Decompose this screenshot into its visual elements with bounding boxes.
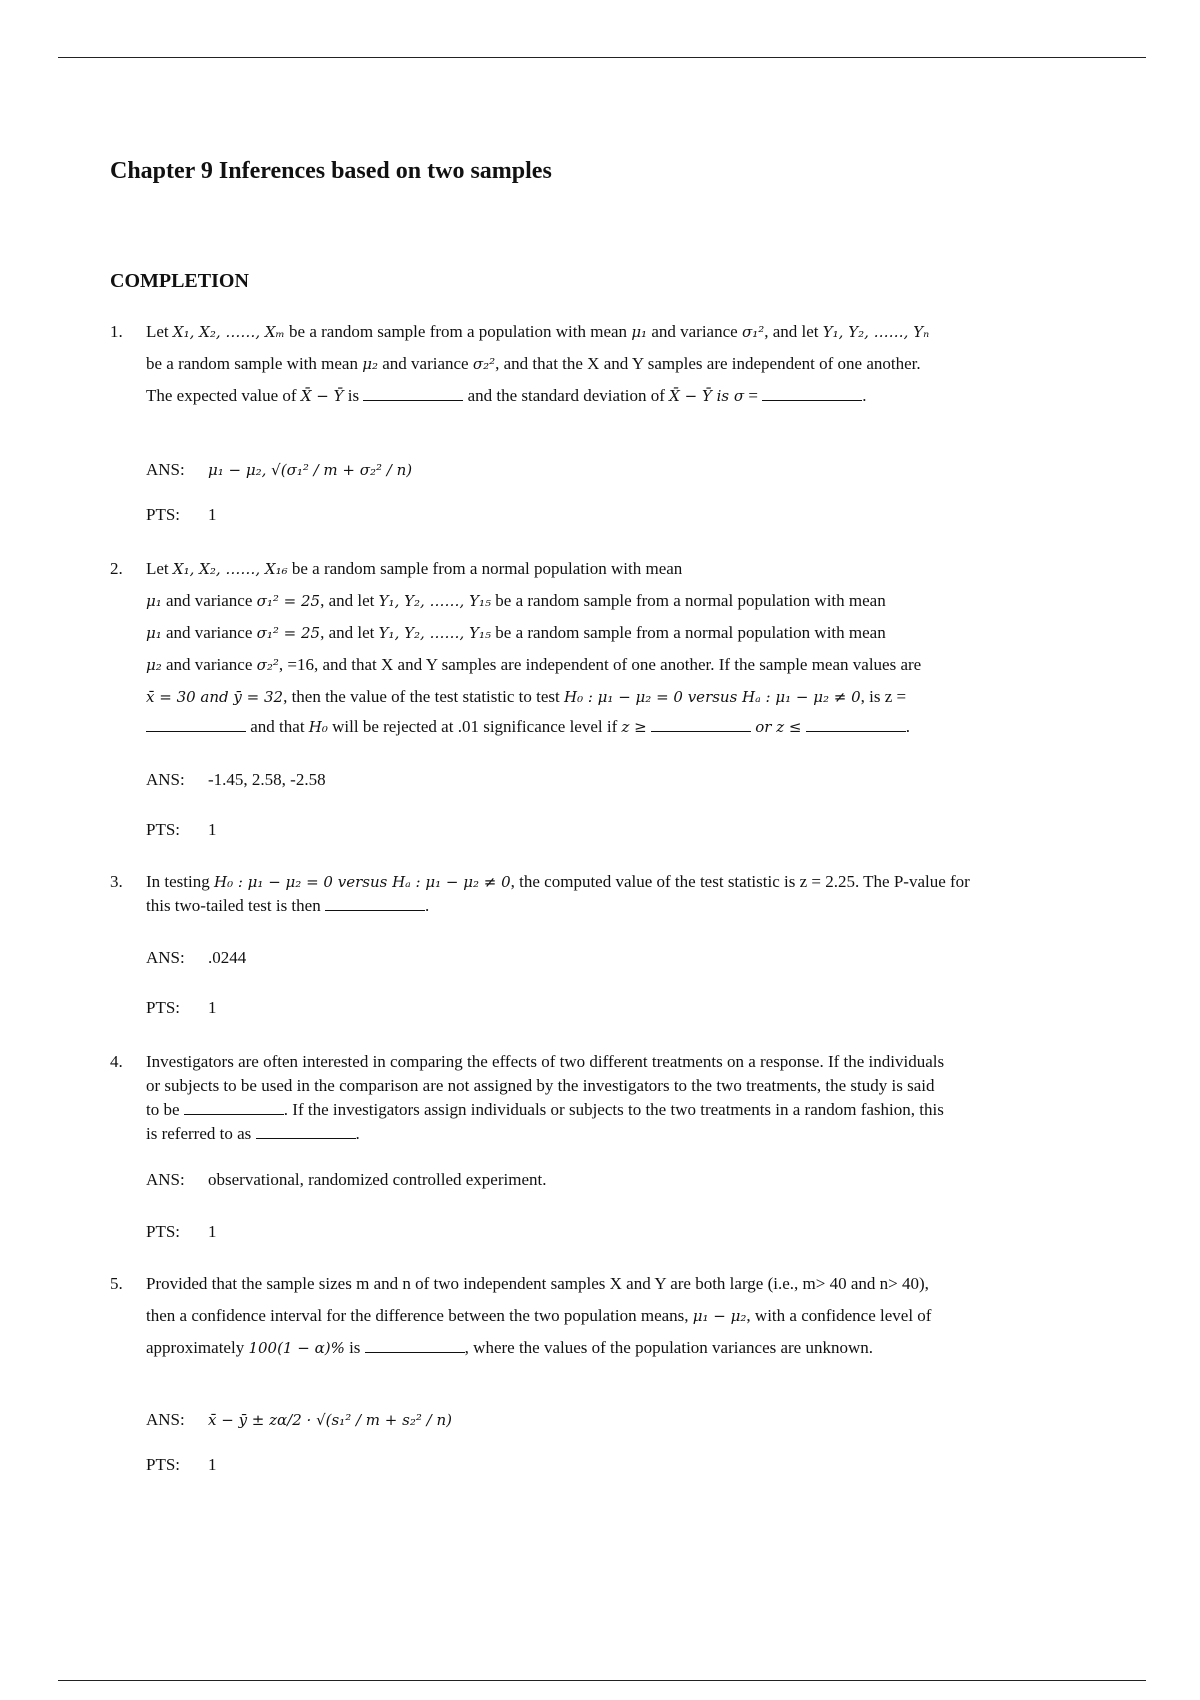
points-row <box>146 820 217 840</box>
answer-row <box>146 948 246 968</box>
points-value: 1 <box>208 1222 217 1241</box>
math-expression: x̄ = 30 and ȳ = 32 <box>146 688 284 706</box>
answer-value: μ₁ − μ₂, √(σ₁² / m + σ₂² / n) <box>208 461 413 479</box>
answer-blank <box>363 384 463 401</box>
math-expression: σ₁² = 25 <box>256 624 321 642</box>
answer-blank <box>762 384 862 401</box>
ans-label: ANS: <box>146 460 185 479</box>
text-line: In testing H₀ : μ₁ − μ₂ = 0 versus Hₐ : μ₁ − μ₂ ≠ 0, the computed value of the test statistic is z = 2.25. The P-value for <box>146 872 970 891</box>
text-line: Let X₁, X₂, ……, X₁₆ be a random sample from a normal population with mean <box>146 559 683 578</box>
pts-label: PTS: <box>146 998 181 1017</box>
math-expression: H₀ <box>308 718 328 736</box>
points-row <box>146 998 217 1018</box>
answer-blank <box>365 1336 465 1353</box>
question-text <box>146 1272 1100 1360</box>
answer-value: .0244 <box>208 948 247 967</box>
text-line: or subjects to be used in the comparison are not assigned by the investigators to the two treatments, the study is said <box>146 1076 935 1095</box>
question-text <box>146 1050 1100 1146</box>
ans-label: ANS: <box>146 1170 185 1189</box>
text-line: Let X₁, X₂, ……, Xₘ be a random sample from a population with mean μ₁ and variance σ₁², and let Y₁, Y₂, ……, Yₙ <box>146 322 930 341</box>
answer-row <box>146 1410 452 1430</box>
math-expression: X̄ − Ȳ is σ <box>669 387 745 405</box>
math-expression: μ₂ <box>146 656 162 674</box>
math-expression: Y₁, Y₂, ……, Y₁₅ <box>378 624 492 642</box>
text-line: to be . If the investigators assign individuals or subjects to the two treatments in a random fashion, this <box>146 1100 944 1119</box>
question-4 <box>110 1050 1100 1146</box>
math-expression: 100(1 − α)% <box>248 1339 345 1357</box>
text-line: be a random sample with mean μ₂ and variance σ₂², and that the X and Y samples are independent of one another. <box>146 354 921 373</box>
math-expression: μ₁ <box>146 592 162 610</box>
question-number: 5. <box>110 1274 123 1293</box>
text-line: Provided that the sample sizes m and n of two independent samples X and Y are both large (i.e., m> 40 and n> 40), <box>146 1274 929 1293</box>
math-expression: σ₁² = 25 <box>256 592 321 610</box>
question-text <box>146 320 1100 408</box>
answer-blank <box>325 894 425 911</box>
points-row <box>146 505 217 525</box>
text-line: μ₁ and variance σ₁² = 25, and let Y₁, Y₂, ……, Y₁₅ be a random sample from a normal population with mean <box>146 591 886 610</box>
math-expression: X₁, X₂, ……, Xₘ <box>172 323 285 341</box>
question-number: 3. <box>110 872 123 891</box>
text-line: μ₁ and variance σ₁² = 25, and let Y₁, Y₂, ……, Y₁₅ be a random sample from a normal population with mean <box>146 623 886 642</box>
math-expression: H₀ : μ₁ − μ₂ = 0 versus Hₐ : μ₁ − μ₂ ≠ 0 <box>214 873 511 891</box>
points-row <box>146 1455 217 1475</box>
question-2 <box>110 557 1100 739</box>
text-line: The expected value of X̄ − Ȳ is and the standard deviation of X̄ − Ȳ is σ = . <box>146 386 867 405</box>
points-value: 1 <box>208 1455 217 1474</box>
points-value: 1 <box>208 505 217 524</box>
pts-label: PTS: <box>146 1222 181 1241</box>
ans-label: ANS: <box>146 948 185 967</box>
text-line: and that H₀ will be rejected at .01 significance level if z ≥ or z ≤ . <box>146 715 1100 739</box>
math-expression: Y₁, Y₂, ……, Yₙ <box>822 323 930 341</box>
question-number: 2. <box>110 559 123 578</box>
question-5 <box>110 1272 1100 1360</box>
text-line: is referred to as . <box>146 1124 360 1143</box>
points-value: 1 <box>208 998 217 1017</box>
answer-row <box>146 460 412 480</box>
text-line: x̄ = 30 and ȳ = 32, then the value of the test statistic to test H₀ : μ₁ − μ₂ = 0 versus Hₐ : μ₁ − μ₂ ≠ 0, is z = <box>146 687 907 706</box>
ans-label: ANS: <box>146 770 185 789</box>
text-line: Investigators are often interested in comparing the effects of two different treatments on a response. If the individuals <box>146 1052 945 1071</box>
question-1 <box>110 320 1100 408</box>
math-expression: σ₂² <box>472 355 496 373</box>
text-line: this two-tailed test is then . <box>146 896 430 915</box>
answer-value: -1.45, 2.58, -2.58 <box>208 770 326 789</box>
math-expression: μ₁ <box>631 323 648 341</box>
answer-row <box>146 1170 546 1190</box>
pts-label: PTS: <box>146 505 181 524</box>
question-text <box>146 557 1100 739</box>
top-rule <box>58 57 1146 58</box>
question-text <box>146 870 1100 918</box>
math-expression: X̄ − Ȳ <box>300 387 344 405</box>
math-expression: or z ≤ <box>755 718 802 736</box>
math-expression: Y₁, Y₂, ……, Y₁₅ <box>378 592 492 610</box>
bottom-rule <box>58 1680 1146 1681</box>
answer-blank <box>651 715 751 732</box>
chapter-title: Chapter 9 Inferences based on two samples <box>110 158 552 184</box>
pts-label: PTS: <box>146 1455 181 1474</box>
question-number: 4. <box>110 1052 123 1071</box>
answer-value: x̄ − ȳ ± zα/2 · √(s₁² / m + s₂² / n) <box>208 1411 452 1429</box>
points-row <box>146 1222 217 1242</box>
question-3 <box>110 870 1100 918</box>
question-number: 1. <box>110 322 123 341</box>
answer-blank <box>146 715 246 732</box>
text-line: approximately 100(1 − α)% is , where the values of the population variances are unknown. <box>146 1338 874 1357</box>
answer-blank <box>184 1098 284 1115</box>
math-expression: H₀ : μ₁ − μ₂ = 0 versus Hₐ : μ₁ − μ₂ ≠ 0 <box>563 688 861 706</box>
text-line: then a confidence interval for the difference between the two population means, μ₁ − μ₂, with a confidence level of <box>146 1306 932 1325</box>
math-expression: X₁, X₂, ……, X₁₆ <box>172 560 288 578</box>
answer-blank <box>256 1122 356 1139</box>
text-line: μ₂ and variance σ₂², =16, and that X and Y samples are independent of one another. If the sample mean values are <box>146 655 922 674</box>
pts-label: PTS: <box>146 820 181 839</box>
answer-row <box>146 770 326 790</box>
math-expression: z ≥ <box>621 718 647 736</box>
ans-label: ANS: <box>146 1410 185 1429</box>
math-expression: σ₂² <box>256 656 279 674</box>
math-expression: μ₁ <box>146 624 162 642</box>
math-expression: σ₁² <box>741 323 765 341</box>
answer-value: observational, randomized controlled experiment. <box>208 1170 547 1189</box>
math-expression: μ₁ − μ₂ <box>692 1307 747 1325</box>
answer-blank <box>806 715 906 732</box>
math-expression: μ₂ <box>362 355 378 373</box>
points-value: 1 <box>208 820 217 839</box>
section-heading: COMPLETION <box>110 270 249 292</box>
